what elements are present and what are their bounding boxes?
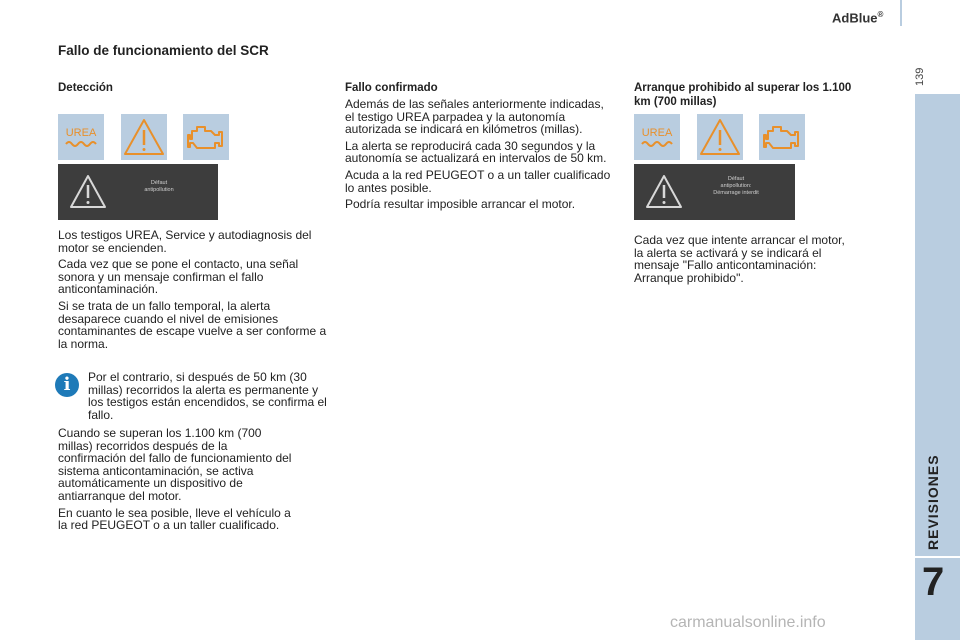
urea-warning-tile bbox=[58, 114, 104, 160]
page-title: Fallo de funcionamiento del SCR bbox=[58, 43, 269, 58]
service-warning-tile bbox=[697, 114, 743, 160]
paragraph: Cada vez que se pone el contacto, una señal sonora y un mensaje confirman el fallo anticontaminación. bbox=[58, 257, 299, 297]
page-number: 139 bbox=[914, 67, 926, 86]
sidebar-separator bbox=[915, 556, 960, 558]
warning-triangle-icon bbox=[121, 114, 167, 160]
paragraph: Acuda a la red PEUGEOT o a un taller cualificado lo antes posible. bbox=[345, 167, 611, 195]
start-prohibited-text bbox=[634, 234, 849, 288]
urea-label: UREA bbox=[641, 127, 673, 139]
section-title: REVISIONES bbox=[925, 454, 941, 550]
display-message-line: Défaut bbox=[150, 180, 168, 186]
paragraph: En cuanto le sea posible, lleve el vehículo a la red PEUGEOT o a un taller cualificado. bbox=[58, 505, 291, 533]
display-message-line: antipollution bbox=[144, 187, 174, 193]
confirmed-fault-text bbox=[345, 98, 615, 215]
engine-icon bbox=[183, 114, 229, 160]
start-prohibited-display-screen bbox=[634, 164, 795, 220]
paragraph: La alerta se reproducirá cada 30 segundos y la autonomía se actualizará en intervalos de 50 km. bbox=[345, 138, 607, 166]
urea-icon bbox=[58, 114, 104, 160]
urea-icon bbox=[634, 114, 680, 160]
urea-label: UREA bbox=[65, 127, 97, 139]
header-title: AdBlue® bbox=[832, 10, 884, 26]
paragraph: Además de las señales anteriormente indicadas, el testigo UREA parpadea y la autonomía autorizada se indicará en kilómetros (millas). bbox=[345, 97, 604, 137]
service-warning-tile bbox=[121, 114, 167, 160]
header-divider bbox=[900, 0, 902, 26]
paragraph: Los testigos UREA, Service y autodiagnosis del motor se encienden. bbox=[58, 228, 312, 255]
detection-display-screen bbox=[58, 164, 218, 220]
urea-warning-tile bbox=[634, 114, 680, 160]
start-prohibited-title: Arranque prohibido al superar los 1.100 km (700 millas) bbox=[634, 82, 852, 108]
paragraph: Cuando se superan los 1.100 km (700 millas) recorridos después de la confirmación del fallo de funcionamiento del sistema anticontaminación, se activa automáticamente un dispositivo de antiarranque del motor. bbox=[58, 426, 292, 503]
engine-warning-tile bbox=[183, 114, 229, 160]
display-message-line: Démarrage interdit bbox=[713, 190, 759, 196]
warning-triangle-icon bbox=[697, 114, 743, 160]
display-message bbox=[123, 180, 195, 194]
display-message bbox=[696, 176, 776, 197]
chapter-number: 7 bbox=[922, 560, 945, 604]
display-message-line: Défaut bbox=[727, 176, 745, 182]
display-message-line: antipollution: bbox=[720, 183, 752, 189]
info-note bbox=[58, 371, 328, 425]
info-text: Por el contrario, si después de 50 km (30 millas) recorridos la alerta es permanente y los testigos están encendidos, se confirma el fallo. bbox=[88, 370, 327, 422]
detection-text-continued bbox=[58, 427, 298, 536]
warning-triangle-icon bbox=[68, 172, 108, 212]
watermark: carmanualsonline.info bbox=[670, 614, 826, 631]
detection-text bbox=[58, 229, 328, 354]
engine-warning-tile bbox=[759, 114, 805, 160]
paragraph: Cada vez que intente arrancar el motor, la alerta se activará y se indicará el mensaje "Fallo anticontaminación: Arranque prohibido". bbox=[634, 233, 845, 285]
section-sidebar bbox=[915, 94, 960, 640]
info-icon: i bbox=[55, 373, 79, 397]
engine-icon bbox=[759, 114, 805, 160]
paragraph: Si se trata de un fallo temporal, la alerta desaparece cuando el nivel de emisiones contaminantes de escape vuelve a ser conforme a la norma. bbox=[58, 298, 327, 351]
confirmed-fault-title: Fallo confirmado bbox=[345, 82, 438, 94]
detection-title: Detección bbox=[58, 82, 113, 94]
warning-triangle-icon bbox=[644, 172, 684, 212]
registered-mark: ® bbox=[877, 10, 884, 19]
paragraph: Podría resultar imposible arrancar el motor. bbox=[345, 197, 576, 212]
